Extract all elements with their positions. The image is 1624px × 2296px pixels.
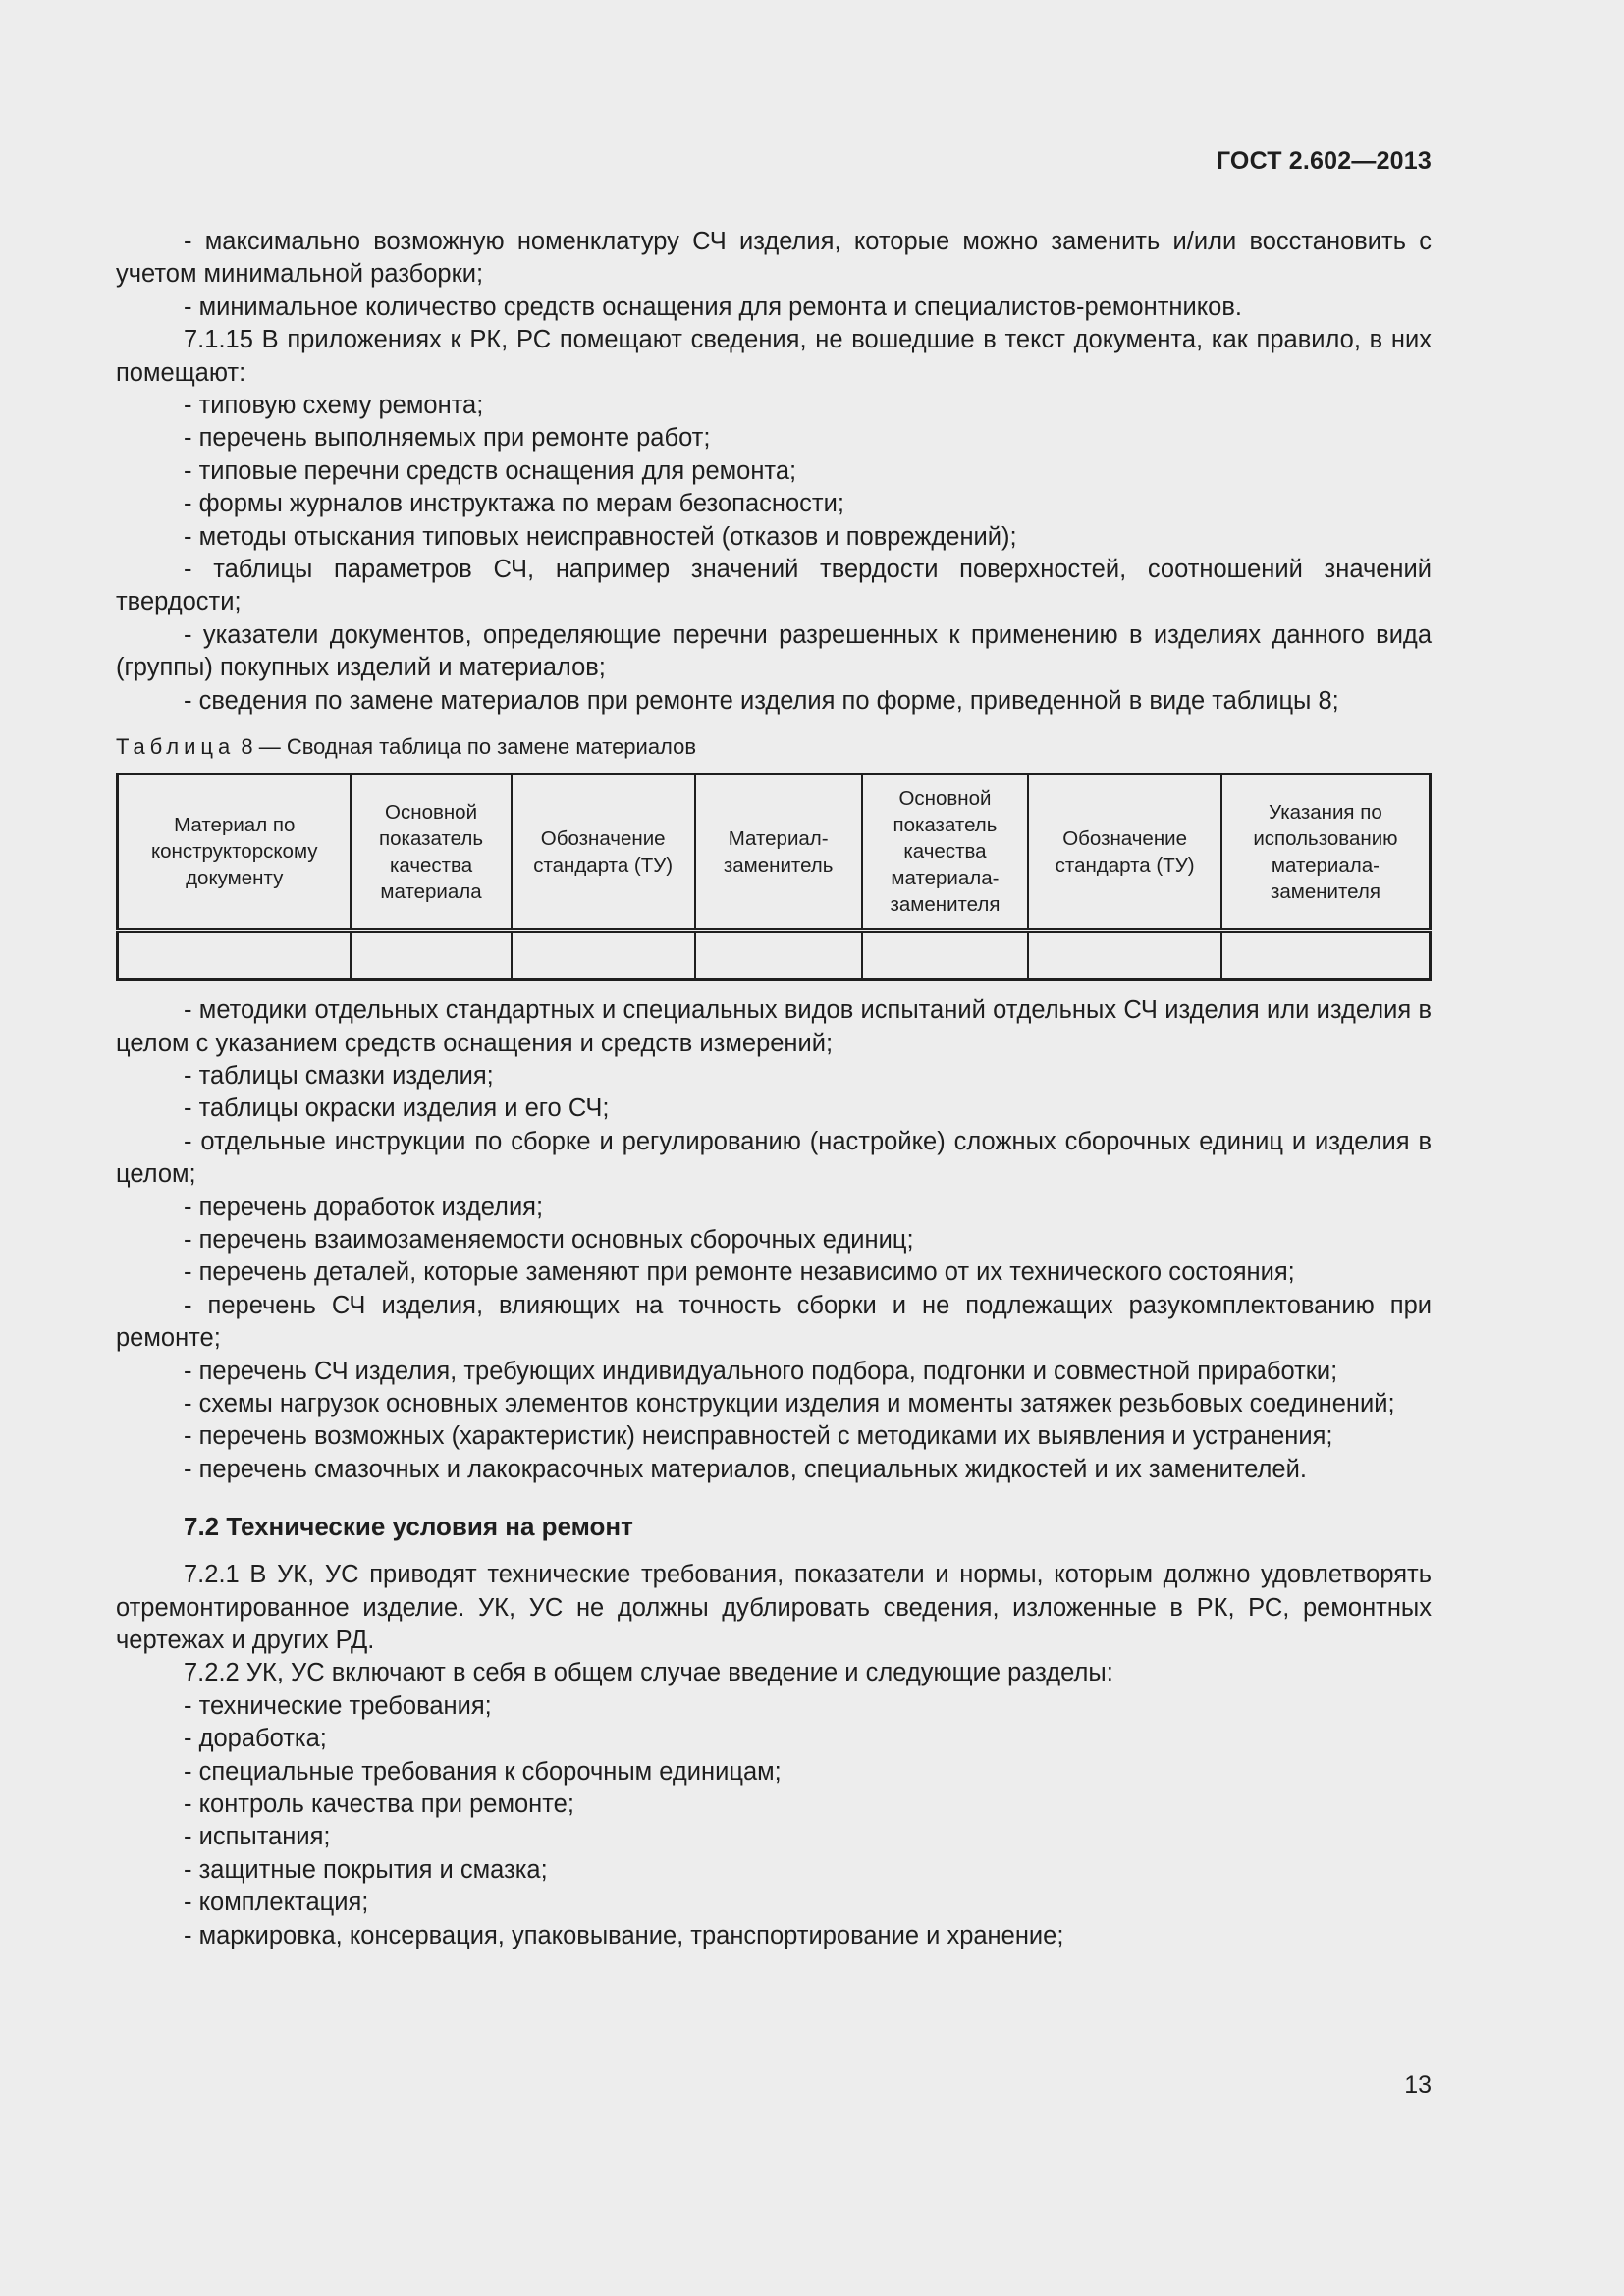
list-item: - испытания;	[116, 1821, 1432, 1853]
list-item: - перечень взаимозаменяемости основных сборочных единиц;	[116, 1224, 1432, 1256]
list-item: - перечень деталей, которые заменяют при ремонте независимо от их технического состояния;	[116, 1256, 1432, 1289]
list-item: - таблицы окраски изделия и его СЧ;	[116, 1093, 1432, 1125]
list-item: - перечень возможных (характеристик) неисправностей с методиками их выявления и устранения;	[116, 1420, 1432, 1453]
table-cell	[695, 931, 862, 980]
list-item: - перечень смазочных и лакокрасочных материалов, специальных жидкостей и их заменителей.	[116, 1454, 1432, 1486]
list-item: - схемы нагрузок основных элементов конструкции изделия и моменты затяжек резьбовых соединений;	[116, 1388, 1432, 1420]
list-item: - методы отыскания типовых неисправностей (отказов и повреждений);	[116, 521, 1432, 554]
list-item: - защитные покрытия и смазка;	[116, 1854, 1432, 1887]
list-item: - контроль качества при ремонте;	[116, 1789, 1432, 1821]
column-header: Обозначение стандарта (ТУ)	[512, 774, 695, 931]
list-item: - перечень доработок изделия;	[116, 1192, 1432, 1224]
list-item: - специальные требования к сборочным единицам;	[116, 1756, 1432, 1789]
table-cell	[118, 931, 352, 980]
clause-7-2-1: 7.2.1 В УК, УС приводят технические требования, показатели и нормы, которым должно удовлетворять отремонтированное изделие. УК, УС не должны дублировать сведения, изложенные в РК, РС, ремонтных чертежах и других РД.	[116, 1561, 1432, 1654]
column-header: Обозначение стандарта (ТУ)	[1028, 774, 1221, 931]
table-header-row	[118, 774, 1431, 931]
list-item: - комплектация;	[116, 1887, 1432, 1919]
column-header: Указания по использованию материала-заменителя	[1221, 774, 1431, 931]
list-item: - типовые перечни средств оснащения для ремонта;	[116, 455, 1432, 488]
list-item: - доработка;	[116, 1723, 1432, 1755]
table-cell	[1221, 931, 1431, 980]
list-item: - технические требования;	[116, 1690, 1432, 1723]
document-number: ГОСТ 2.602—2013	[1216, 147, 1432, 175]
materials-table	[116, 773, 1432, 981]
section-heading: 7.2 Технические условия на ремонт	[184, 1512, 633, 1542]
list-item: - методики отдельных стандартных и специальных видов испытаний отдельных СЧ изделия или изделия в целом с указанием средств оснащения и средств измерений;	[116, 994, 1432, 1060]
list-item: - отдельные инструкции по сборке и регулированию (настройке) сложных сборочных единиц и изделия в целом;	[116, 1126, 1432, 1192]
clause-7-1-15: 7.1.15 В приложениях к РК, РС помещают сведения, не вошедшие в текст документа, как правило, в них помещают:	[116, 326, 1432, 387]
list-item: - маркировка, консервация, упаковывание, транспортирование и хранение;	[116, 1920, 1432, 1952]
list-item: - указатели документов, определяющие перечни разрешенных к применению в изделиях данного вида (группы) покупных изделий и материалов;	[116, 619, 1432, 685]
list-item: - минимальное количество средств оснащения для ремонта и специалистов-ремонтников.	[116, 292, 1432, 324]
column-header: Материал по конструкторскому документу	[118, 774, 352, 931]
table-cell	[351, 931, 511, 980]
document-page	[116, 0, 1432, 2296]
column-header: Основной показатель качества материала	[351, 774, 511, 931]
column-header: Материал-заменитель	[695, 774, 862, 931]
list-item: - перечень выполняемых при ремонте работ;	[116, 422, 1432, 454]
table-caption-title: 8 — Сводная таблица по замене материалов	[235, 734, 697, 760]
list-item: - сведения по замене материалов при ремонте изделия по форме, приведенной в виде таблицы 8;	[116, 685, 1432, 718]
list-item: - перечень СЧ изделия, требующих индивидуального подбора, подгонки и совместной приработки;	[116, 1356, 1432, 1388]
clause-7-2-2: 7.2.2 УК, УС включают в себя в общем случае введение и следующие разделы:	[184, 1659, 1113, 1687]
list-item: - перечень СЧ изделия, влияющих на точность сборки и не подлежащих разукомплектованию при ремонте;	[116, 1290, 1432, 1356]
list-item: - формы журналов инструктажа по мерам безопасности;	[116, 488, 1432, 520]
list-item: - типовую схему ремонта;	[116, 390, 1432, 422]
table-cell	[1028, 931, 1221, 980]
list-item: - таблицы параметров СЧ, например значений твердости поверхностей, соотношений значений твердости;	[116, 554, 1432, 619]
table-row	[118, 931, 1431, 980]
table-cell	[512, 931, 695, 980]
column-header: Основной показатель качества материала-заменителя	[862, 774, 1029, 931]
page-number: 13	[1404, 2071, 1432, 2099]
table-caption-word: Таблица	[116, 734, 236, 760]
body-text	[116, 226, 1432, 1952]
table-caption	[116, 733, 1432, 761]
table-cell	[862, 931, 1029, 980]
list-item: - таблицы смазки изделия;	[116, 1060, 1432, 1093]
list-item: - максимально возможную номенклатуру СЧ изделия, которые можно заменить и/или восстановить с учетом минимальной разборки;	[116, 226, 1432, 292]
